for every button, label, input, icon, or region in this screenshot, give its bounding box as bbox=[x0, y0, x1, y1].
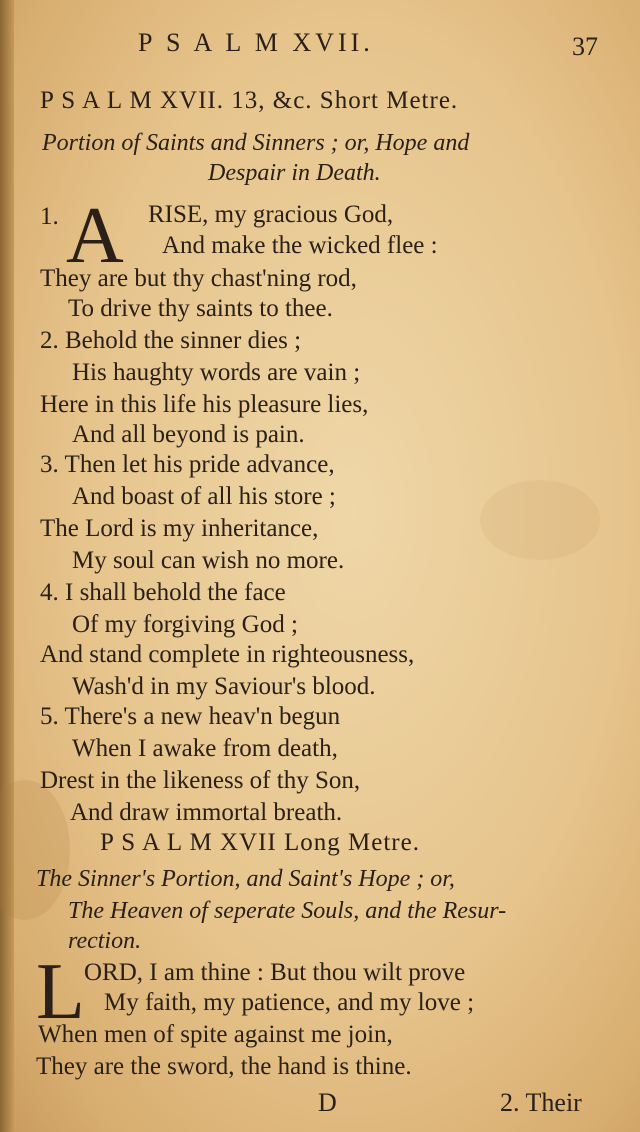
verse-line: 4. I shall behold the face bbox=[40, 579, 286, 606]
verse-line: ORD, I am thine : But thou wilt prove bbox=[84, 959, 466, 986]
psalm-subtitle: The Sinner's Portion, and Saint's Hope ; or, bbox=[36, 866, 455, 892]
signature-mark: D bbox=[318, 1088, 337, 1117]
verse-line: 2. Behold the sinner dies ; bbox=[40, 327, 302, 354]
verse-line: RISE, my gracious God, bbox=[148, 201, 394, 228]
paper-stain bbox=[480, 480, 600, 560]
verse-line: My faith, my patience, and my love ; bbox=[104, 989, 475, 1016]
verse-line: The Lord is my inheritance, bbox=[40, 515, 319, 542]
verse-line: Here in this life his pleasure lies, bbox=[40, 391, 369, 418]
verse-line: They are the sword, the hand is thine. bbox=[36, 1053, 412, 1080]
page-gutter bbox=[0, 0, 14, 1132]
verse-line: My soul can wish no more. bbox=[72, 547, 345, 574]
running-head-title: P S A L M XVII. bbox=[138, 28, 374, 57]
verse-line: And draw immortal breath. bbox=[70, 799, 343, 826]
drop-cap: A bbox=[66, 192, 124, 280]
page-number: 37 bbox=[572, 32, 598, 61]
verse-line: When I awake from death, bbox=[72, 735, 338, 762]
verse-line: Of my forgiving God ; bbox=[72, 611, 298, 638]
verse-line: And all beyond is pain. bbox=[72, 421, 305, 448]
verse-line: When men of spite against me join, bbox=[38, 1021, 393, 1048]
verse-line: 5. There's a new heav'n begun bbox=[40, 703, 341, 730]
verse-line: Wash'd in my Saviour's blood. bbox=[72, 673, 376, 700]
psalm-heading: P S A L M XVII Long Metre. bbox=[100, 829, 420, 856]
catchword: 2. Their bbox=[500, 1088, 582, 1117]
psalm-subtitle: Despair in Death. bbox=[208, 160, 381, 186]
verse-line: To drive thy saints to thee. bbox=[68, 295, 333, 322]
verse-line: Drest in the likeness of thy Son, bbox=[40, 767, 361, 794]
psalm-subtitle: Portion of Saints and Sinners ; or, Hope and bbox=[42, 130, 470, 156]
verse-line: And stand complete in righteousness, bbox=[40, 641, 415, 668]
drop-cap: L bbox=[36, 948, 85, 1036]
verse-line: And make the wicked flee : bbox=[162, 232, 438, 259]
verse-line: They are but thy chast'ning rod, bbox=[40, 265, 357, 292]
paper-stain bbox=[0, 780, 70, 920]
verse-line: His haughty words are vain ; bbox=[72, 359, 361, 386]
psalm-heading: P S A L M XVII. 13, &c. Short Metre. bbox=[40, 87, 459, 114]
psalm-subtitle: The Heaven of seperate Souls, and the Resur- bbox=[68, 898, 507, 924]
psalm-subtitle: rection. bbox=[68, 928, 142, 954]
stanza-number: 1. bbox=[40, 203, 59, 230]
verse-line: And boast of all his store ; bbox=[72, 483, 336, 510]
verse-line: 3. Then let his pride advance, bbox=[40, 451, 335, 478]
